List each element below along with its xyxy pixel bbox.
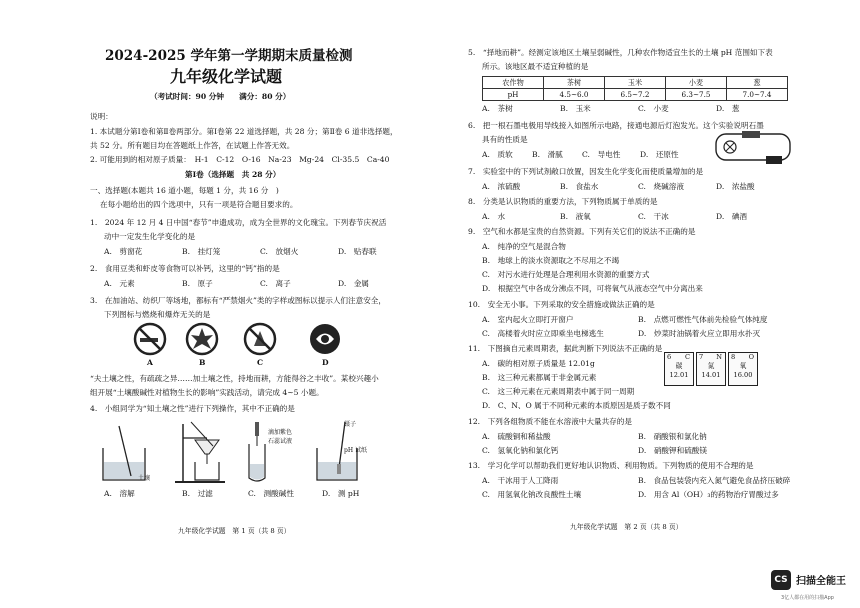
part-note: 在每小题给出的四个选项中，只有一项是符合题目要求的。: [100, 200, 298, 209]
table-cell: 小麦: [666, 77, 727, 89]
q11-option-d: D. C、N、O 属于不同种元素的本质原因是质子数不同: [482, 401, 671, 410]
q3-label-b: B: [199, 358, 206, 367]
q1-option-c: C. 放烟火: [260, 247, 299, 256]
q5-option-c: C. 小麦: [638, 104, 669, 113]
q2-option-a: A. 元素: [104, 279, 135, 288]
ph-paper-note: pH 试纸: [344, 447, 367, 454]
exam-info: （考试时间：90 分钟 满分：80 分）: [150, 92, 291, 101]
element-name: 氧: [739, 362, 747, 370]
q9-option-b: B. 地球上的淡水资源取之不尽用之不竭: [482, 256, 620, 265]
element-nitrogen: [696, 352, 726, 386]
q13-option-b: B. 食品包装袋内充入氮气避免食品挤压破碎: [638, 476, 791, 485]
no-smoking-icon: [133, 322, 167, 356]
beaker-icon: [103, 426, 145, 480]
table-cell: 茶树: [544, 77, 605, 89]
soil-note: 土壤: [138, 475, 151, 482]
note-line: 共 52 分。所有题目均在答题纸上作答，在试题上作答无效。: [90, 141, 295, 150]
q8-option-d: D. 碘酒: [716, 212, 748, 221]
table-cell: 葱: [727, 77, 788, 89]
q2-option-d: D. 金属: [338, 279, 370, 288]
table-cell: pH: [483, 89, 544, 101]
question-10: 10. 安全无小事。下列采取的安全措施或做法正确的是: [468, 300, 655, 309]
q6-option-c: C. 导电性: [582, 150, 621, 159]
q9-option-d: D. 根据空气中各成分沸点不同，可将氧气从液态空气中分离出来: [482, 284, 703, 293]
q12-option-b: B. 硝酸银和氯化钠: [638, 432, 707, 441]
table-cell: 农作物: [483, 77, 544, 89]
q3-label-c: C: [257, 358, 264, 367]
question-5-cont: 所示。该地区最不适宜种植的是: [482, 62, 589, 71]
page-footer: 九年级化学试题 第 1 页（共 8 页）: [178, 527, 291, 535]
q10-option-a: A. 室内起火立即打开窗户: [482, 315, 574, 324]
q5-option-b: B. 玉米: [560, 104, 591, 113]
q5-option-d: D. 葱: [716, 104, 740, 113]
q11-option-c: C. 这三种元素在元素周期表中属于同一周期: [482, 387, 635, 396]
q6-option-a: A. 质软: [482, 150, 513, 159]
exam-title: 2024-2025 学年第一学期期末质量检测: [105, 48, 353, 64]
element-symbol: C: [684, 353, 690, 361]
q4-caption-a: A. 溶解: [104, 489, 135, 498]
scanner-brand: 扫描全能王: [796, 576, 846, 587]
q5-option-a: A. 茶树: [482, 104, 513, 113]
element-mass: 12.01: [669, 371, 689, 379]
q11-option-a: A. 碳的相对原子质量是 12.01g: [482, 359, 595, 368]
question-2: 2. 食用豆类和虾皮等食物可以补钙，这里的“钙”指的是: [90, 264, 280, 273]
element-name: 碳: [675, 362, 683, 370]
element-symbol: N: [716, 353, 722, 361]
q13-option-c: C. 用氢氧化钠改良酸性土壤: [482, 490, 582, 499]
question-11: 11. 下图摘自元素周期表，据此判断下列说法不正确的是: [468, 344, 663, 353]
question-6-cont: 具有的性质是: [482, 135, 528, 144]
table-row: [483, 77, 788, 89]
reading-passage: “夫土壤之性，有疏疏之异……加土壤之性，持地而耕，方能得谷之丰收”。某校兴趣小: [90, 374, 379, 383]
question-3: 3. 在加油站、纺织厂等场地，都标有“严禁烟火”类的字样或图标以提示人们注意安全，: [90, 296, 386, 305]
element-number: 8: [731, 353, 736, 361]
filter-stand-icon: [175, 422, 225, 482]
question-5: 5. “择地而耕”。经测定该地区土壤呈弱碱性，几种农作物适宜生长的土壤 pH 范围如下表: [468, 48, 773, 57]
element-oxygen: [728, 352, 758, 386]
q9-option-c: C. 对污水进行处理是合理利用水资源的重要方式: [482, 270, 650, 279]
q10-option-d: D. 炒菜时油锅着火应立即用水扑灭: [638, 329, 761, 338]
question-8: 8. 分类是认识物质的重要方法，下列物质属于单质的是: [468, 197, 658, 206]
q4-caption-d: D. 测 pH: [322, 489, 360, 498]
q4-caption-c: C. 测酸碱性: [248, 489, 294, 498]
question-7: 7. 实验室中的下列试剂敞口放置，因发生化学变化而使质量增加的是: [468, 167, 704, 176]
q12-option-c: C. 氢氧化钠和氯化钙: [482, 446, 559, 455]
q8-option-c: C. 干冰: [638, 212, 669, 221]
q7-option-c: C. 烧碱溶液: [638, 182, 684, 191]
q8-option-b: B. 液氧: [560, 212, 591, 221]
q1-option-d: D. 贴春联: [338, 247, 377, 256]
question-13: 13. 学习化学可以帮助我们更好地认识物质、利用物质。下列物质的使用不合理的是: [468, 461, 754, 470]
q4-caption-b: B. 过滤: [182, 489, 213, 498]
question-12: 12. 下列各组物质不能在水溶液中大量共存的是: [468, 417, 632, 426]
q2-option-b: B. 原子: [182, 279, 213, 288]
question-9: 9. 空气和水都是宝贵的自然资源。下列有关它们的说法不正确的是: [468, 227, 696, 236]
element-mass: 16.00: [733, 371, 753, 379]
q12-option-a: A. 硫酸铜和稀盐酸: [482, 432, 551, 441]
q13-option-d: D. 用含 Al（OH）₃的药物治疗胃酸过多: [638, 490, 779, 499]
test-tube-icon: [249, 422, 265, 481]
element-number: 6: [667, 353, 672, 361]
water-saving-icon: [308, 322, 342, 356]
part-heading: 一、选择题(本题共 16 道小题，每题 1 分，共 16 分 ): [90, 186, 279, 195]
element-symbol: O: [748, 353, 754, 361]
scanner-logo-icon: CS: [771, 570, 791, 590]
q6-option-b: B. 滑腻: [532, 150, 563, 159]
table-cell: 6.5~7.2: [605, 89, 666, 101]
dropper-note: 滴加紫色: [268, 429, 293, 436]
explosive-icon: [185, 322, 219, 356]
scanner-tagline: 3亿人都在用的扫描App: [781, 595, 834, 601]
q7-option-b: B. 食盐水: [560, 182, 599, 191]
dropper-note-cont: 石蕊试液: [268, 438, 293, 445]
q1-option-a: A. 剪窗花: [104, 247, 143, 256]
graphite-circuit-icon: [712, 130, 794, 166]
notes-heading: 说明：: [90, 112, 113, 121]
exam-subject-title: 九年级化学试题: [170, 67, 283, 86]
q9-option-a: A. 纯净的空气是混合物: [482, 242, 566, 251]
q6-option-d: D. 还原性: [640, 150, 679, 159]
q1-option-b: B. 挂灯笼: [182, 247, 221, 256]
q3-label-a: A: [147, 358, 153, 367]
element-carbon: [664, 352, 694, 386]
table-cell: 6.3~7.5: [666, 89, 727, 101]
table-row: [483, 89, 788, 101]
element-mass: 14.01: [701, 371, 721, 379]
table-cell: 4.5~6.0: [544, 89, 605, 101]
tweezers-note: 镊子: [344, 421, 357, 428]
element-name: 氮: [707, 362, 715, 370]
q10-option-b: B. 点燃可燃性气体前先检验气体纯度: [638, 315, 768, 324]
q11-option-b: B. 这三种元素都属于非金属元素: [482, 373, 597, 382]
table-cell: 玉米: [605, 77, 666, 89]
question-6: 6. 把一根石墨电极用导线接入如图所示电路，接通电源后灯泡发光。这个实验说明石墨: [468, 121, 764, 130]
question-4: 4. 小组同学为“知土壤之性”进行下列操作，其中不正确的是: [90, 404, 295, 413]
question-1-cont: 动中一定发生化学变化的是: [104, 232, 196, 241]
q7-option-a: A. 浓硫酸: [482, 182, 521, 191]
q3-label-d: D: [322, 358, 329, 367]
q13-option-a: A. 干冰用于人工降雨: [482, 476, 559, 485]
page-2: [430, 0, 860, 608]
no-fireworks-icon: [243, 322, 277, 356]
q10-option-c: C. 高楼着火时应立即乘坐电梯逃生: [482, 329, 604, 338]
crop-ph-table: [482, 76, 788, 101]
reading-passage-cont: 组开展“土壤酸碱性对植物生长的影响”实践活动，请完成 4~5 小题。: [90, 388, 324, 397]
note-line: 2. 可能用到的相对原子质量： H-1 C-12 O-16 Na-23 Mg-24 Cl-35.5 Ca-40: [90, 155, 390, 164]
question-1: 1. 2024 年 12 月 4 日中国“春节”申遗成功，成为全世界的文化瑰宝。下列春节庆祝活: [90, 218, 387, 227]
question-3-cont: 下列图标与燃烧和爆炸无关的是: [104, 310, 211, 319]
q2-option-c: C. 离子: [260, 279, 291, 288]
note-line: 1. 本试题分第Ⅰ卷和第Ⅱ卷两部分。第Ⅰ卷第 22 道选择题，共 28 分；第Ⅱ卷 6 道非选择题，: [90, 127, 398, 136]
q12-option-d: D. 硝酸钾和硫酸镁: [638, 446, 707, 455]
q8-option-a: A. 水: [482, 212, 506, 221]
page-footer: 九年级化学试题 第 2 页（共 8 页）: [570, 523, 683, 531]
table-cell: 7.0~7.4: [727, 89, 788, 101]
section-heading: 第Ⅰ卷（选择题 共 28 分）: [185, 170, 281, 179]
q7-option-d: D. 浓盐酸: [716, 182, 755, 191]
element-number: 7: [699, 353, 704, 361]
